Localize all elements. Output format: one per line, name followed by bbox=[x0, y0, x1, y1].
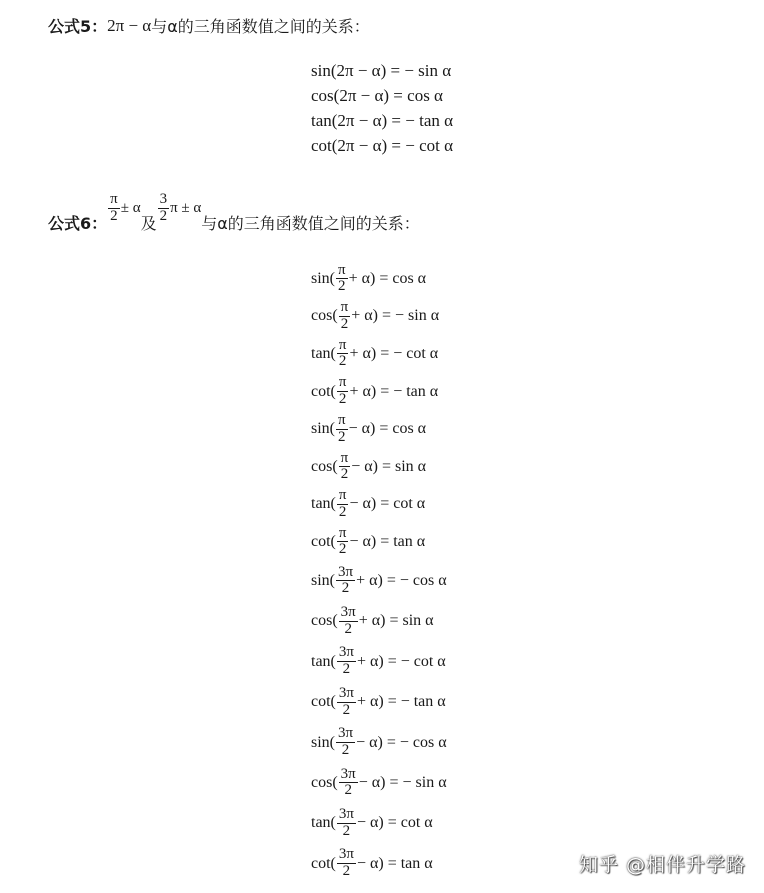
function-name: tan( bbox=[311, 344, 336, 362]
fraction-denominator: 2 bbox=[338, 353, 347, 370]
formula6-row bbox=[311, 561, 447, 601]
function-name: sin( bbox=[311, 571, 335, 589]
fraction-denominator: 2 bbox=[338, 278, 346, 295]
function-name: cos( bbox=[311, 612, 338, 630]
identity-result: + α) = − sin α bbox=[351, 307, 440, 325]
fraction-denominator: 2 bbox=[341, 742, 350, 758]
formula5-heading bbox=[48, 14, 370, 37]
formula6-row bbox=[311, 642, 447, 682]
fraction-numerator: 3π bbox=[338, 563, 354, 580]
fraction-denominator: 2 bbox=[338, 541, 347, 558]
identity-result: − α) = sin α bbox=[351, 457, 427, 475]
formula6-and: 及 bbox=[140, 213, 157, 233]
function-name: tan( bbox=[311, 652, 336, 670]
fraction-denominator: 2 bbox=[338, 391, 347, 408]
watermark: 知乎 @相伴升学路 bbox=[578, 854, 746, 876]
angle-fraction bbox=[337, 645, 356, 678]
formula6-fraction-3-over-2 bbox=[158, 192, 170, 225]
function-name: cos( bbox=[311, 457, 338, 475]
fraction-numerator: 3 bbox=[159, 190, 168, 207]
fraction-denominator: 2 bbox=[342, 822, 351, 839]
function-name: cos( bbox=[311, 773, 338, 791]
formula6-plus-minus: ± α bbox=[120, 199, 141, 216]
fraction-denominator: 2 bbox=[338, 503, 347, 520]
function-name: sin( bbox=[311, 269, 335, 287]
function-name: cos( bbox=[311, 307, 338, 325]
fraction-numerator: π bbox=[338, 487, 347, 504]
fraction-numerator: π bbox=[110, 190, 118, 207]
formula6-row bbox=[311, 843, 447, 883]
angle-fraction bbox=[337, 847, 356, 880]
formula5-expression: 2π − α bbox=[107, 15, 152, 35]
function-name: sin( bbox=[311, 420, 335, 438]
angle-fraction bbox=[336, 726, 355, 759]
fraction-denominator: 2 bbox=[159, 207, 168, 224]
function-name: tan( bbox=[311, 495, 336, 513]
function-name: cot( bbox=[311, 854, 336, 872]
angle-fraction bbox=[339, 300, 351, 333]
formula6-row bbox=[311, 335, 447, 373]
formula6-row bbox=[311, 601, 447, 641]
fraction-numerator: 3π bbox=[338, 806, 354, 823]
identity-result: + α) = − tan α bbox=[356, 693, 446, 711]
angle-fraction bbox=[336, 565, 355, 598]
formula5-row: cot(2π − α) = − cot α bbox=[311, 136, 454, 155]
fraction-denominator: 2 bbox=[342, 863, 351, 880]
identity-result: − α) = tan α bbox=[349, 532, 426, 550]
formula5-description: 与α的三角函数值之间的关系： bbox=[151, 17, 370, 36]
fraction-numerator: 3π bbox=[338, 725, 354, 742]
angle-fraction bbox=[336, 263, 348, 296]
fraction-numerator: π bbox=[338, 336, 347, 353]
fraction-numerator: π bbox=[338, 524, 347, 541]
identity-result: + α) = − cot α bbox=[349, 344, 439, 362]
formula5-row: cos(2π − α) = cos α bbox=[311, 86, 443, 105]
fraction-denominator: 2 bbox=[342, 701, 351, 718]
fraction-denominator: 2 bbox=[338, 428, 346, 445]
identity-result: − α) = − cos α bbox=[356, 733, 447, 751]
identity-result: − α) = cot α bbox=[356, 814, 433, 832]
identity-result: − α) = − sin α bbox=[358, 773, 447, 791]
formula6-description: 与α的三角函数值之间的关系： bbox=[201, 213, 420, 233]
formula5-row: sin(2π − α) = − sin α bbox=[311, 61, 452, 80]
angle-fraction bbox=[339, 451, 351, 484]
fraction-denominator: 2 bbox=[340, 315, 349, 332]
fraction-denominator: 2 bbox=[342, 661, 351, 678]
identity-result: + α) = − tan α bbox=[349, 382, 439, 400]
angle-fraction bbox=[337, 338, 349, 371]
formula5-label: 公式5： bbox=[48, 17, 108, 36]
formula6-heading bbox=[48, 190, 420, 242]
fraction-numerator: 3π bbox=[338, 644, 354, 661]
formula6-row bbox=[311, 298, 447, 336]
angle-fraction bbox=[339, 605, 358, 638]
angle-fraction bbox=[337, 807, 356, 840]
function-name: sin( bbox=[311, 733, 335, 751]
formula6-row bbox=[311, 410, 447, 448]
formula6-row bbox=[311, 763, 447, 803]
angle-fraction bbox=[337, 488, 349, 521]
fraction-numerator: π bbox=[338, 411, 346, 428]
angle-fraction bbox=[337, 686, 356, 719]
identity-result: + α) = − cos α bbox=[356, 571, 447, 589]
formula6-pi-plus-minus: π ± α bbox=[170, 199, 202, 216]
fraction-numerator: π bbox=[340, 299, 349, 316]
fraction-numerator: π bbox=[338, 261, 346, 278]
identity-result: + α) = sin α bbox=[358, 612, 434, 630]
formula5-block bbox=[311, 58, 453, 158]
angle-fraction bbox=[337, 375, 349, 408]
angle-fraction bbox=[337, 526, 349, 559]
angle-fraction bbox=[336, 413, 348, 446]
formula6-row bbox=[311, 448, 447, 486]
fraction-numerator: 3π bbox=[338, 846, 354, 863]
formula6-row bbox=[311, 682, 447, 722]
function-name: cot( bbox=[311, 532, 336, 550]
formula6-row bbox=[311, 523, 447, 561]
formula6-row bbox=[311, 260, 447, 298]
fraction-denominator: 2 bbox=[340, 466, 349, 483]
fraction-numerator: 3π bbox=[338, 684, 354, 701]
fraction-denominator: 2 bbox=[344, 782, 352, 799]
identity-result: − α) = cos α bbox=[348, 420, 427, 438]
function-name: cot( bbox=[311, 693, 336, 711]
identity-result: + α) = − cot α bbox=[356, 652, 446, 670]
formula6-label: 公式6： bbox=[48, 213, 108, 233]
formula6-row bbox=[311, 486, 447, 524]
identity-result: + α) = cos α bbox=[348, 269, 427, 287]
angle-fraction bbox=[339, 767, 358, 800]
formula6-block bbox=[311, 260, 447, 884]
fraction-numerator: 3π bbox=[340, 604, 356, 621]
function-name: tan( bbox=[311, 814, 336, 832]
identity-result: − α) = tan α bbox=[356, 854, 433, 872]
fraction-denominator: 2 bbox=[341, 580, 350, 597]
fraction-denominator: 2 bbox=[344, 620, 352, 637]
fraction-numerator: 3π bbox=[340, 765, 356, 782]
formula5-row: tan(2π − α) = − tan α bbox=[311, 111, 454, 130]
identity-result: − α) = cot α bbox=[349, 495, 426, 513]
formula6-row bbox=[311, 373, 447, 411]
function-name: cot( bbox=[311, 382, 336, 400]
formula6-fraction-pi-over-2 bbox=[108, 192, 120, 225]
fraction-numerator: π bbox=[340, 449, 349, 466]
fraction-numerator: π bbox=[338, 374, 347, 391]
formula6-row bbox=[311, 803, 447, 843]
fraction-denominator: 2 bbox=[110, 207, 118, 224]
formula6-row bbox=[311, 722, 447, 762]
